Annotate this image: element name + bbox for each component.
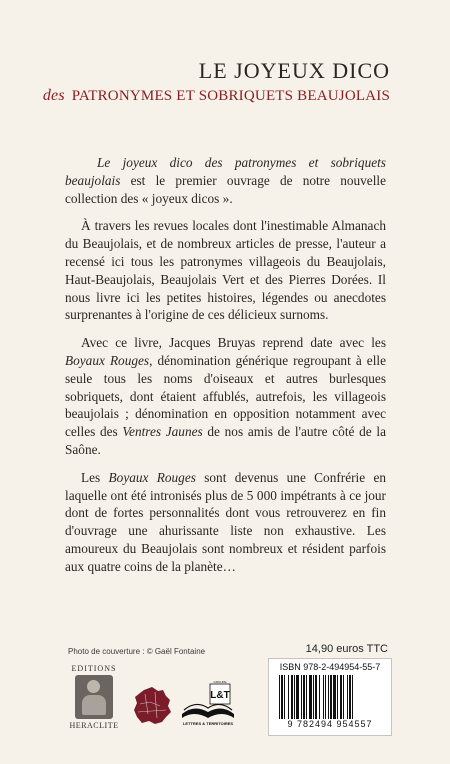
barcode-icon: [279, 675, 381, 719]
p4-italic: Boyaux Rouges: [108, 469, 196, 485]
lt-logo-letters: L&T: [210, 690, 230, 701]
price: 14,90 euros TTC: [305, 643, 388, 655]
p4-a: Les: [81, 469, 109, 485]
lt-open-book-icon: [178, 680, 238, 722]
isbn: ISBN 978-2-494954-55-7: [279, 662, 381, 672]
paragraph-4: [65, 469, 386, 576]
back-cover-text: [65, 154, 386, 586]
ean-number: 9 782494 954557: [287, 719, 373, 729]
statue-icon: [75, 675, 113, 719]
publisher-label-bottom: HERACLITE: [69, 721, 119, 730]
paragraph-2: À travers les revues locales dont l'inestimable Almanach du Beaujolais, et de nombreux articles de presse, l'auteur a recensé ici tous les patronymes villageois du Beaujolais, Haut-Beaujolais, Beaujolais Vert et des Pierres Dorées. Il nous livre ici les petites histoires, légendes ou anecdotes surprenantes à l'origine de ces délicieux surnoms.: [65, 218, 386, 323]
paragraph-3: [65, 334, 386, 459]
lt-logo: [178, 680, 238, 730]
p1-italic: Le joyeux dico des patronymes et sobriquets beaujolais: [65, 155, 386, 188]
publisher-logo: [66, 664, 122, 732]
publisher-label-top: EDITIONS: [71, 664, 117, 673]
title-main: LE JOYEUX DICO: [198, 58, 390, 83]
p3-italic-2: Ventres Jaunes: [122, 424, 203, 440]
p3-b: , dénomination générique regroupant à elle seule tous les noms d'oiseaux et autres burlesques sobriquets, dont étaient affublés, autrefois, les villageois beaujolais ; dénomination en opposition notamment avec celles des: [65, 352, 386, 440]
p4-b: sont devenus une Confrérie en laquelle ont été intronisés plus de 5 000 impétrants à ce jour dont de fortes personnalités dont vous retrouverez en fin d'ouvrage une ahurissante liste non exhaustive. Les amoureux du Beaujolais sont nombreux et résident parfois aux quatre coins de la planète…: [65, 469, 387, 574]
p1-rest: est le premier ouvrage de notre nouvelle collection des « joyeux dicos ».: [65, 172, 386, 206]
p3-a: Avec ce livre, Jacques Bruyas reprend date avec les: [81, 335, 386, 351]
lt-group-label: GROUPE: [213, 680, 227, 684]
p3-italic-1: Boyaux Rouges: [65, 352, 150, 368]
book-title: [43, 58, 390, 106]
barcode-box: [268, 658, 392, 736]
title-subtitle: [43, 86, 390, 106]
title-subtitle-italic: des: [42, 87, 65, 104]
title-subtitle-rest: PATRONYMES ET SOBRIQUETS BEAUJOLAIS: [71, 88, 390, 104]
region-map-icon: [130, 684, 174, 728]
photo-credit: Photo de couverture : © Gaël Fontaine: [68, 647, 206, 656]
lt-caption: LETTRES & TERRITOIRES: [182, 721, 234, 726]
p3-c: de nos amis de l'autre côté de la Saône.: [65, 424, 386, 457]
paragraph-1: [65, 154, 386, 207]
